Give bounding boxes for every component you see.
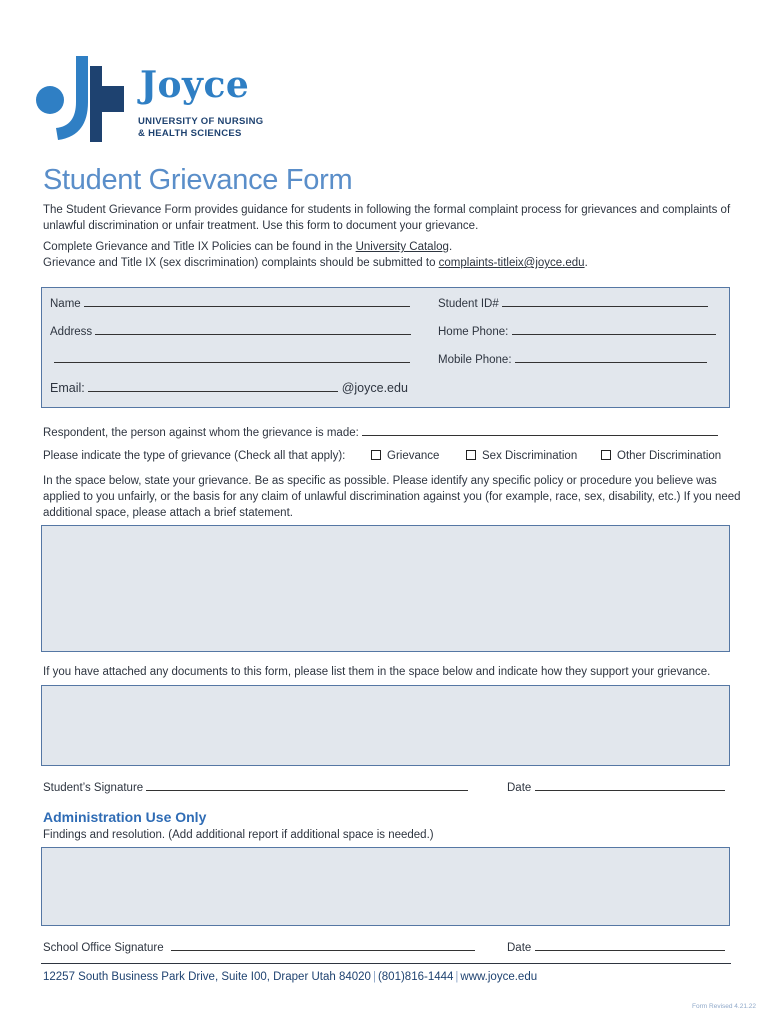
- student-id-field: [438, 296, 708, 310]
- footer-divider: [41, 963, 731, 964]
- admin-heading: Administration Use Only: [43, 809, 207, 825]
- home-phone-field: [438, 324, 716, 338]
- student-date-field: [507, 780, 725, 794]
- policies-line: [43, 239, 733, 255]
- student-info-box: [41, 287, 730, 408]
- student-signature-field: [43, 780, 468, 794]
- mobile-phone-field: [438, 352, 707, 366]
- office-date-label: Date: [507, 942, 532, 954]
- form-intro: [43, 202, 733, 271]
- submit-end: .: [584, 257, 588, 269]
- grievance-option-label: Grievance: [387, 450, 440, 462]
- attachments-textarea[interactable]: [41, 685, 730, 766]
- respondent-input[interactable]: [362, 425, 718, 436]
- footer-separator: |: [455, 971, 459, 983]
- statement-instructions: In the space below, state your grievance. Be as specific as possible. Please identify any specific policy or procedure you believe was applied to you unfairly, or the basis for any claim of unlawful discrimination against you (for example, race, sex, disability, etc.) If you need additional space, please attach a brief statement.: [43, 475, 741, 519]
- student-date-label: Date: [507, 782, 532, 794]
- logo-name: Joyce: [140, 64, 250, 106]
- office-signature-field: [43, 940, 475, 954]
- form-revised-date: Form Revised 4.21.22: [692, 1003, 756, 1010]
- footer-separator: |: [372, 971, 376, 983]
- office-signature-label: School Office Signature: [43, 942, 164, 954]
- address-input-line2[interactable]: [54, 352, 410, 363]
- email-field: [50, 381, 408, 395]
- footer-contact: [43, 971, 537, 983]
- student-id-label: Student ID#: [438, 298, 499, 310]
- email-input[interactable]: [88, 381, 338, 392]
- footer-address: 12257 South Business Park Drive, Suite I00, Draper Utah 84020: [43, 971, 371, 983]
- grievance-statement-textarea[interactable]: [41, 525, 730, 652]
- footer-website[interactable]: www.joyce.edu: [460, 971, 538, 983]
- address-field-line2: [54, 352, 410, 366]
- other-discrimination-option[interactable]: [601, 450, 721, 462]
- office-date-input[interactable]: [535, 940, 725, 951]
- student-signature-input[interactable]: [146, 780, 468, 791]
- sex-discrimination-option[interactable]: [466, 450, 577, 462]
- form-title: Student Grievance Form: [43, 164, 353, 196]
- findings-label: Findings and resolution. (Add additional report if additional space is needed.): [43, 829, 434, 841]
- grievance-type-label: Please indicate the type of grievance (Check all that apply):: [43, 450, 346, 462]
- respondent-field: [43, 425, 718, 439]
- footer-phone: (801)816-1444: [377, 971, 454, 983]
- name-field: [50, 296, 410, 310]
- sex-discrimination-option-label: Sex Discrimination: [482, 450, 578, 462]
- office-date-field: [507, 940, 725, 954]
- sex-discrimination-checkbox[interactable]: [466, 450, 476, 460]
- name-input[interactable]: [84, 296, 410, 307]
- email-suffix: @joyce.edu: [341, 381, 408, 395]
- joyce-logo-icon: [36, 56, 140, 144]
- name-label: Name: [50, 298, 81, 310]
- address-label: Address: [50, 326, 93, 338]
- findings-textarea[interactable]: [41, 847, 730, 926]
- home-phone-label: Home Phone:: [438, 326, 509, 338]
- university-catalog-link[interactable]: University Catalog: [355, 241, 449, 253]
- address-field: [50, 324, 411, 338]
- submit-text: Grievance and Title IX (sex discrimination) complaints should be submitted to: [43, 257, 439, 269]
- logo-subtitle-line2: & HEALTH SCIENCES: [138, 128, 242, 139]
- grievance-checkbox[interactable]: [371, 450, 381, 460]
- office-signature-input[interactable]: [171, 940, 475, 951]
- other-discrimination-option-label: Other Discrimination: [617, 450, 722, 462]
- student-id-input[interactable]: [502, 296, 708, 307]
- mobile-phone-label: Mobile Phone:: [438, 354, 512, 366]
- complaints-email-link[interactable]: complaints-titleix@joyce.edu: [438, 257, 585, 269]
- student-signature-label: Student’s Signature: [43, 782, 144, 794]
- attachments-instructions: If you have attached any documents to this form, please list them in the space below and indicate how they support your grievance.: [43, 666, 711, 678]
- policies-text: Complete Grievance and Title IX Policies can be found in the: [43, 241, 356, 253]
- mobile-phone-input[interactable]: [515, 352, 707, 363]
- policies-end: .: [448, 241, 453, 253]
- grievance-option[interactable]: [371, 450, 439, 462]
- other-discrimination-checkbox[interactable]: [601, 450, 611, 460]
- logo-subtitle-line1: UNIVERSITY OF NURSING: [138, 116, 264, 127]
- submit-line: [43, 255, 733, 271]
- address-input-line1[interactable]: [95, 324, 411, 335]
- respondent-label: Respondent, the person against whom the grievance is made:: [43, 427, 359, 439]
- intro-paragraph: The Student Grievance Form provides guidance for students in following the formal complaint process for grievances and complaints of unlawful discrimination or unfair treatment. Use this form to document your grievance.: [43, 204, 731, 232]
- home-phone-input[interactable]: [512, 324, 716, 335]
- logo-subtitle: [138, 116, 263, 140]
- student-date-input[interactable]: [535, 780, 725, 791]
- email-label: Email:: [50, 381, 85, 395]
- joyce-logo: [36, 56, 276, 148]
